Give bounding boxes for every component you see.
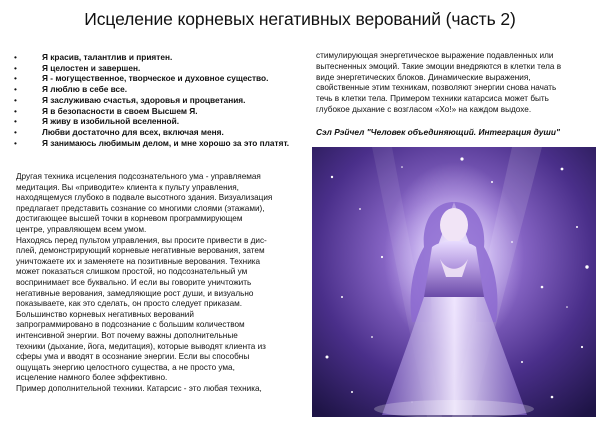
text-line: течь в клетки тела. Примером техники катарсиса может быть (316, 94, 549, 104)
list-item-text: Я заслуживаю счастья, здоровья и процветания. (42, 94, 246, 105)
list-item-text: Я люблю в себе все. (42, 84, 128, 95)
text-line: показываете, как это сделать, он просто следует приказам. (16, 299, 243, 309)
text-line: находящемуся глубоко в подвале высотного здания. Визуализация (16, 193, 273, 203)
text-line: глубокое дыхание с возгласом «Хо!» на каждом выдохе. (316, 104, 532, 114)
text-line: запрограммировано в подсознание с большим количеством (16, 320, 245, 330)
list-item-text: Я красив, талантлив и приятен. (42, 52, 173, 62)
text-line: плей, демонстрирующий корневые негативные верования, затем (16, 246, 265, 256)
list-item (14, 127, 294, 138)
book-citation: Сэл Рэйчел "Человек объединяющий. Интеграция души" (316, 127, 560, 137)
list-item (14, 106, 294, 117)
text-line: ощущать энергию целостного существа, а не просто ума, (16, 362, 235, 372)
text-line: техники (дыхание, йога, медитация), которые выводят клиента из (16, 341, 266, 351)
text-line: вытесненных эмоций. Такие эмоции внедряются в клетки тела в (316, 61, 562, 71)
text-line: Другая техника исцеления подсознательного ума - управляемая (16, 172, 261, 181)
list-item (14, 116, 294, 127)
bullet-marker: • (14, 94, 17, 105)
text-line: Пример дополнительной техники. Катарсис - это любая техника, (16, 383, 262, 393)
list-item (14, 84, 294, 95)
text-line: стимулирующая энергетическое выражение подавленных или (316, 51, 554, 60)
bullet-marker: • (14, 73, 17, 84)
list-item (14, 95, 294, 106)
list-item-text: Любви достаточно для всех, включая меня. (42, 126, 224, 137)
text-line: воспринимает все буквально. И если вы говорите уничтожить (16, 277, 252, 287)
text-line: может показаться слишком простой, но подсознательный ум (16, 267, 248, 277)
face (440, 208, 468, 242)
bullet-marker: • (14, 105, 17, 116)
text-line: свойственные этим техникам, позволяют энергии снова начать (316, 83, 557, 93)
list-item (14, 52, 294, 63)
bullet-marker: • (14, 84, 17, 95)
text-line: негативные верования, замедляющие рост души, и визуально (16, 288, 254, 298)
text-line: Большинство корневых негативных верований (16, 309, 194, 319)
list-item (14, 63, 294, 74)
text-line: медитация. Вы «приводите» клиента к пульту управления, (16, 182, 239, 192)
page-title: Исцеление корневых негативных верований (часть 2) (84, 9, 516, 29)
text-line: уничтожаете их и заменяете на позитивные верования. Техника (16, 256, 261, 266)
list-item-text: Я живу в изобильной вселенной. (42, 116, 180, 127)
list-item-text: Я целостен и завершен. (42, 62, 141, 73)
list-item-text: Я занимаюсь любимым делом, и мне хорошо за это платят. (42, 137, 290, 148)
text-line: исцеление намного более эффективно. (16, 373, 168, 383)
list-item (14, 73, 294, 84)
text-line: центре, управляющем всем умом. (16, 224, 147, 234)
bullet-marker: • (14, 137, 17, 148)
list-item (14, 138, 294, 149)
left-column-text (16, 172, 292, 394)
bullet-marker: • (14, 62, 17, 73)
cosmic-goddess-illustration (312, 147, 596, 417)
text-line: интенсивной энергии. Вот почему важны дополнительные (16, 330, 238, 340)
text-line: виде энергетических блоков. Динамические выражения, (316, 72, 531, 82)
text-line: Находясь перед пультом управления, вы просите привести в дис- (16, 235, 267, 245)
illustration-svg (312, 147, 596, 417)
text-line: предлагает представить сознание со многими слоями (этажами), (16, 203, 265, 213)
affirmation-list (14, 52, 294, 148)
bullet-marker: • (14, 52, 17, 62)
right-column-text (316, 51, 592, 116)
list-item-text: Я в безопасности в своем Высшем Я. (42, 105, 198, 116)
bullet-marker: • (14, 116, 17, 127)
bullet-marker: • (14, 126, 17, 137)
text-line: сферы ума и вводят в осознание энергии. Если вы способны (16, 352, 250, 362)
list-item-text: Я - могущественное, творческое и духовное существо. (42, 73, 269, 84)
text-line: достигающее высшей точки в корневом программирующем (16, 214, 243, 224)
